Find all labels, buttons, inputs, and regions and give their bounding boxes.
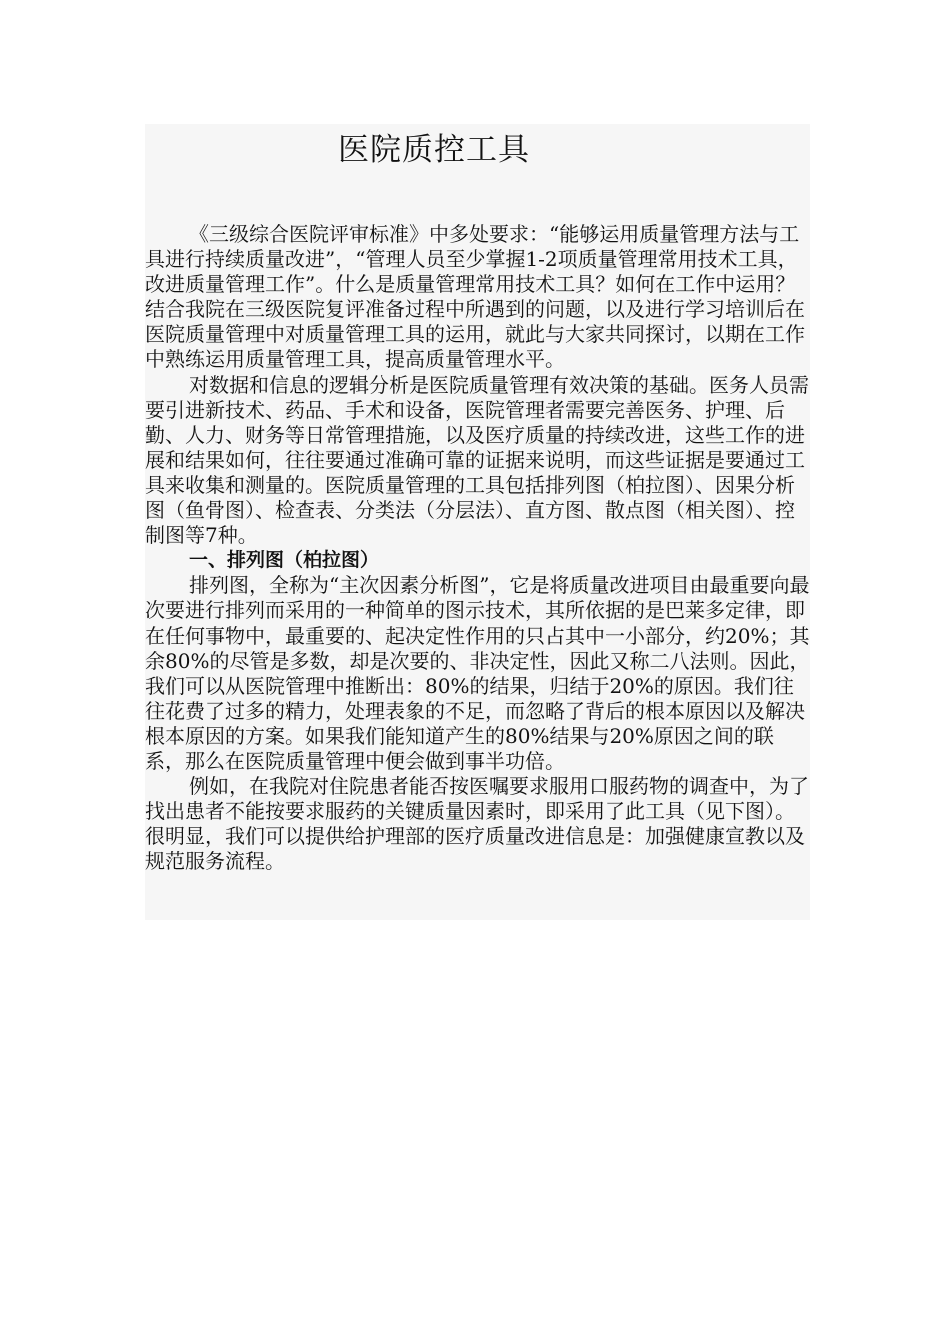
page-title: 医院质控工具 <box>338 132 530 168</box>
intro-paragraph: 《三级综合医院评审标准》中多处要求：“能够运用质量管理方法与工具进行持续质量改进”，“管理人员至少掌握1-2项质量管理常用技术工具，改进质量管理工作”。什么是质量管理常用技术工具？如何在工作中运用？结合我院在三级医院复评准备过程中所遇到的问题，以及进行学习培训后在医院质量管理中对质量管理工具的运用，就此与大家共同探讨，以期在工作中熟练运用质量管理工具，提高质量管理水平。 <box>145 222 805 372</box>
tools-paragraph: 对数据和信息的逻辑分析是医院质量管理有效决策的基础。医务人员需要引进新技术、药品、手术和设备，医院管理者需要完善医务、护理、后勤、人力、财务等日常管理措施，以及医疗质量的持续改进，这些工作的进展和结果如何，往往要通过准确可靠的证据来说明，而这些证据是要通过工具来收集和测量的。医院质量管理的工具包括排列图（柏拉图）、因果分析图（鱼骨图）、检查表、分类法（分层法）、直方图、散点图（相关图）、控制图等7种。 <box>145 372 809 548</box>
section-heading: 一、排列图（柏拉图） <box>189 549 380 572</box>
example-paragraph: 例如，在我院对住院患者能否按医嘱要求服用口服药物的调查中，为了找出患者不能按要求服药的关键质量因素时，即采用了此工具（见下图）。很明显，我们可以提供给护理部的医疗质量改进信息是：加强健康宣教以及规范服务流程。 <box>145 774 809 874</box>
document-body <box>145 222 813 874</box>
pareto-paragraph: 排列图，全称为“主次因素分析图”，它是将质量改进项目由最重要向最次要进行排列而采用的一种简单的图示技术，其所依据的是巴莱多定律，即在任何事物中，最重要的、起决定性作用的只占其中一小部分，约20%；其余80%的尽管是多数，却是次要的、非决定性，因此又称二八法则。因此，我们可以从医院管理中推断出：80%的结果，归结于20%的原因。我们往往花费了过多的精力，处理表象的不足，而忽略了背后的根本原因以及解决根本原因的方案。如果我们能知道产生的80%结果与20%原因之间的联系，那么在医院质量管理中便会做到事半功倍。 <box>145 573 810 773</box>
